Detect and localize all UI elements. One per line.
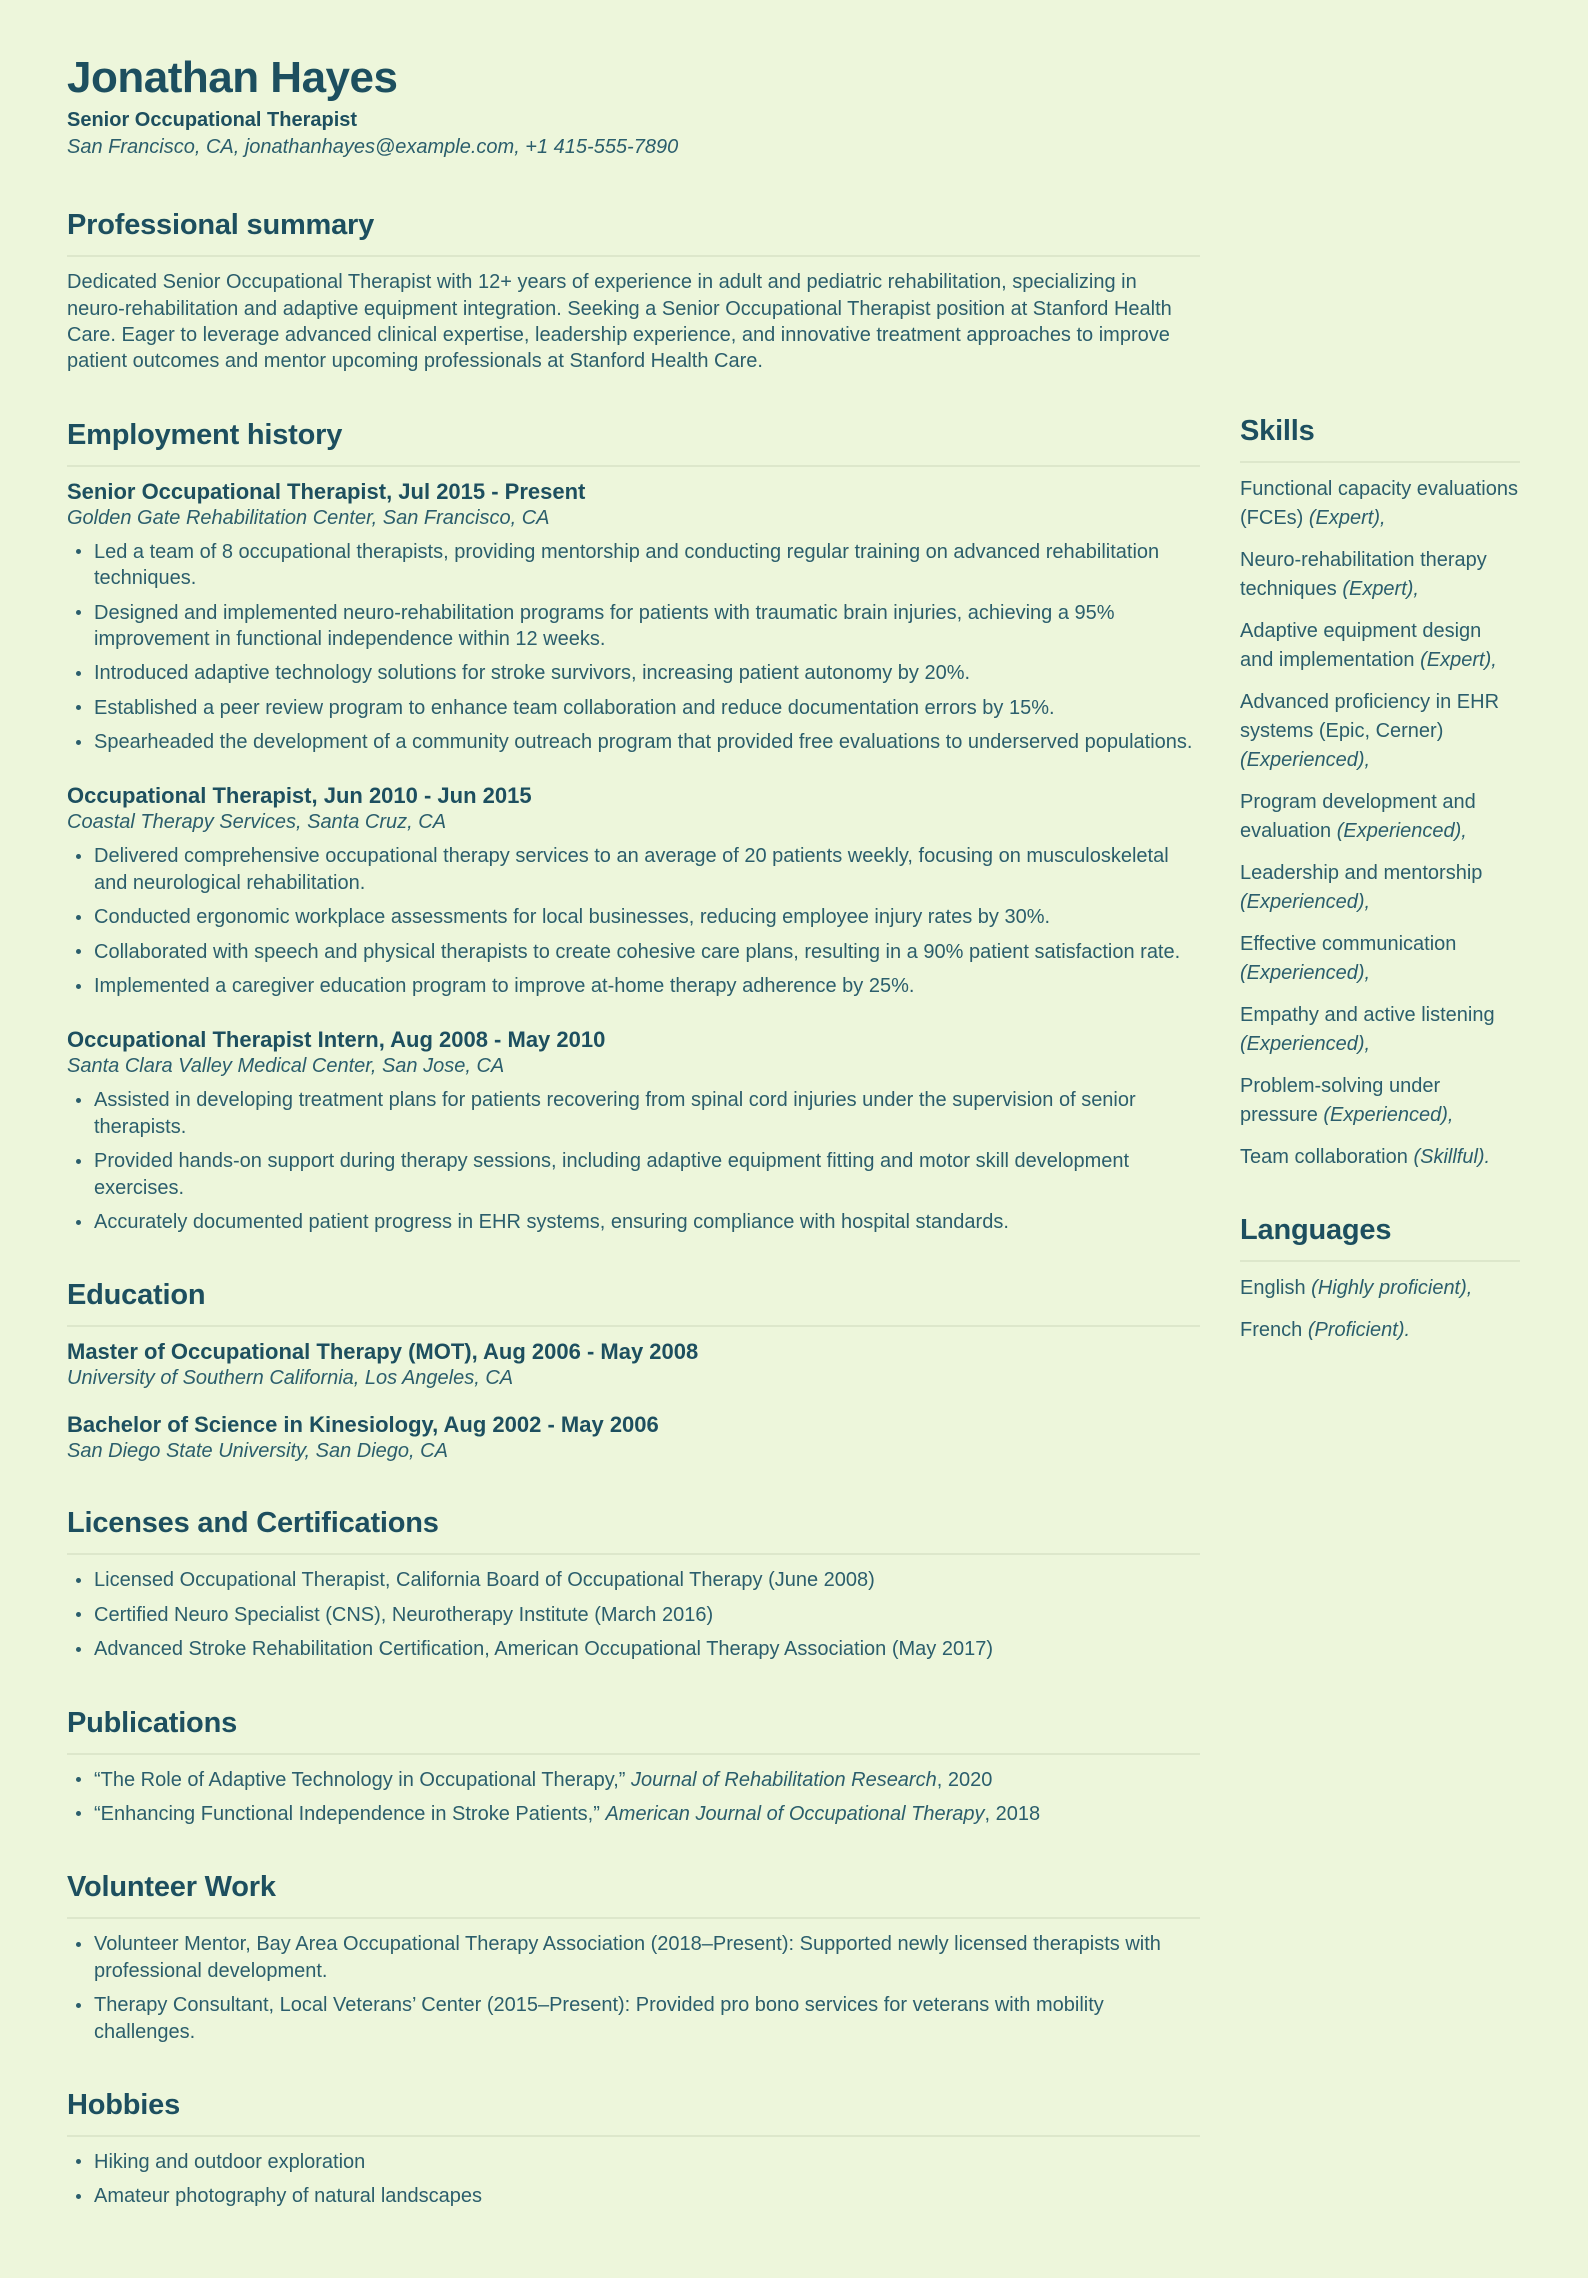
volunteer-list [67, 1931, 1200, 2045]
publication-year: , 2018 [984, 1802, 1041, 1825]
skill-level: (Expert), [1308, 507, 1386, 529]
publication-item [67, 1801, 1200, 1827]
job-entry [67, 1027, 1200, 1235]
skill-item [1240, 475, 1520, 533]
job-title: Senior Occupational Therapist, Jul 2015 - Present [67, 478, 586, 504]
hobbies-list [67, 2149, 1200, 2210]
skill-item [1240, 1001, 1520, 1059]
candidate-title: Senior Occupational Therapist [67, 109, 358, 132]
bullet-item: Led a team of 8 occupational therapists, providing mentorship and conducting regular training on advanced rehabilitation techniques. [67, 539, 1200, 592]
job-bullet-list [67, 1087, 1200, 1235]
language-level: (Highly proficient), [1311, 1277, 1473, 1299]
job-entry [67, 479, 1200, 756]
skill-level: (Experienced), [1240, 749, 1371, 771]
degree-title: Master of Occupational Therapy (MOT), Aug 2006 - May 2008 [67, 1339, 699, 1365]
publications-list [67, 1767, 1200, 1828]
publication-title: “Enhancing Functional Independence in Stroke Patients,” [94, 1802, 606, 1825]
bullet-item: Accurately documented patient progress in EHR systems, ensuring compliance with hospital standards. [67, 1209, 1200, 1235]
publication-journal: Journal of Rehabilitation Research [630, 1768, 937, 1791]
sidebar-column [1240, 55, 1520, 2218]
language-item [1240, 1316, 1520, 1345]
skill-name: Empathy and active listening [1240, 1004, 1495, 1026]
skill-item [1240, 859, 1520, 917]
skill-item [1240, 688, 1520, 775]
license-item: Advanced Stroke Rehabilitation Certification, American Occupational Therapy Association (May 2017) [67, 1636, 1200, 1662]
licenses-list [67, 1567, 1200, 1662]
bullet-item: Conducted ergonomic workplace assessments for local businesses, reducing employee injury rates by 30%. [67, 904, 1200, 930]
skill-item [1240, 1143, 1520, 1172]
job-entry [67, 783, 1200, 999]
skill-name: Adaptive equipment design and implementation [1240, 620, 1482, 671]
license-item: Certified Neuro Specialist (CNS), Neurotherapy Institute (March 2016) [67, 1602, 1200, 1628]
job-company: Santa Clara Valley Medical Center, San Jose, CA [67, 1055, 505, 1078]
bullet-item: Introduced adaptive technology solutions for stroke survivors, increasing patient autonomy by 20%. [67, 660, 1200, 686]
main-column [67, 55, 1200, 2218]
skill-name: Leadership and mentorship [1240, 862, 1483, 884]
skill-name: Functional capacity evaluations (FCEs) [1240, 478, 1518, 529]
language-item [1240, 1274, 1520, 1303]
language-level: (Proficient). [1307, 1319, 1411, 1341]
section-heading-hobbies: Hobbies [67, 2089, 1200, 2137]
skill-level: (Expert), [1420, 649, 1497, 671]
volunteer-item: Therapy Consultant, Local Veterans’ Center (2015–Present): Provided pro bono services for veterans with mobility challenges. [67, 1992, 1200, 2045]
skill-item [1240, 546, 1520, 604]
language-name: English [1240, 1277, 1306, 1299]
skill-name: Advanced proficiency in EHR systems (Epic, Cerner) [1240, 691, 1500, 742]
bullet-item: Implemented a caregiver education program to improve at-home therapy adherence by 25%. [67, 973, 1200, 999]
section-heading-employment: Employment history [67, 419, 1200, 467]
job-bullet-list [67, 843, 1200, 999]
skill-level: (Expert), [1342, 578, 1419, 600]
section-heading-volunteer: Volunteer Work [67, 1871, 1200, 1919]
skill-name: Effective communication [1240, 933, 1457, 955]
skill-name: Problem-solving under pressure [1240, 1075, 1441, 1126]
job-company: Coastal Therapy Services, Santa Cruz, CA [67, 811, 447, 834]
degree-school: University of Southern California, Los Angeles, CA [67, 1367, 514, 1390]
language-name: French [1240, 1319, 1303, 1341]
publication-title: “The Role of Adaptive Technology in Occupational Therapy,” [94, 1768, 631, 1791]
bullet-item: Provided hands-on support during therapy sessions, including adaptive equipment fitting and motor skill development exercises. [67, 1148, 1200, 1201]
section-heading-education: Education [67, 1279, 1200, 1327]
skill-level: (Skillful). [1413, 1146, 1491, 1168]
degree-entry [67, 1412, 1200, 1463]
degree-title: Bachelor of Science in Kinesiology, Aug 2002 - May 2006 [67, 1412, 659, 1438]
publication-year: , 2020 [936, 1768, 993, 1791]
job-bullet-list [67, 539, 1200, 756]
bullet-item: Delivered comprehensive occupational therapy services to an average of 20 patients weekly, focusing on musculoskeletal and neurological rehabilitation. [67, 843, 1200, 896]
section-heading-publications: Publications [67, 1707, 1200, 1755]
bullet-item: Established a peer review program to enhance team collaboration and reduce documentation errors by 15%. [67, 695, 1200, 721]
bullet-item: Assisted in developing treatment plans for patients recovering from spinal cord injuries under the supervision of senior therapists. [67, 1087, 1200, 1140]
skill-name: Team collaboration [1240, 1146, 1408, 1168]
job-title: Occupational Therapist, Jun 2010 - Jun 2015 [67, 783, 532, 809]
hobby-item: Hiking and outdoor exploration [67, 2149, 1200, 2175]
candidate-name: Jonathan Hayes [67, 53, 398, 102]
section-heading-skills: Skills [1240, 415, 1520, 463]
skill-item [1240, 1072, 1520, 1130]
license-item: Licensed Occupational Therapist, California Board of Occupational Therapy (June 2008) [67, 1567, 1200, 1593]
job-title: Occupational Therapist Intern, Aug 2008 - May 2010 [67, 1027, 606, 1053]
publication-item [67, 1767, 1200, 1793]
section-heading-summary: Professional summary [67, 209, 1200, 257]
section-heading-licenses: Licenses and Certifications [67, 1507, 1200, 1555]
skill-level: (Experienced), [1323, 1104, 1454, 1126]
section-heading-languages: Languages [1240, 1214, 1520, 1262]
publication-journal: American Journal of Occupational Therapy [605, 1802, 985, 1825]
bullet-item: Spearheaded the development of a community outreach program that provided free evaluations to underserved populations. [67, 729, 1200, 755]
degree-entry [67, 1339, 1200, 1390]
summary-text: Dedicated Senior Occupational Therapist with 12+ years of experience in adult and pediatric rehabilitation, specializing in neuro-rehabilitation and adaptive equipment integration. Seeking a Senior Occupational Therapist position at Stanford Health Care. Eager to leverage advanced clinical expertise, leadership experience, and innovative treatment approaches to improve patient outcomes and mentor upcoming professionals at Stanford Health Care. [67, 271, 1172, 373]
skill-item [1240, 788, 1520, 846]
contact-info: San Francisco, CA, jonathanhayes@example.com, +1 415-555-7890 [67, 136, 679, 159]
volunteer-item: Volunteer Mentor, Bay Area Occupational Therapy Association (2018–Present): Supported newly licensed therapists with professional development. [67, 1931, 1200, 1984]
skill-level: (Experienced), [1240, 1033, 1371, 1055]
skill-level: (Experienced), [1240, 891, 1371, 913]
skill-name: Program development and evaluation [1240, 791, 1476, 842]
bullet-item: Designed and implemented neuro-rehabilitation programs for patients with traumatic brain injuries, achieving a 95% improvement in functional independence within 12 weeks. [67, 600, 1200, 653]
degree-school: San Diego State University, San Diego, CA [67, 1440, 448, 1463]
skill-name: Neuro-rehabilitation therapy techniques [1240, 549, 1487, 600]
skill-level: (Experienced), [1336, 820, 1467, 842]
hobby-item: Amateur photography of natural landscapes [67, 2183, 1200, 2209]
skill-level: (Experienced), [1240, 962, 1371, 984]
job-company: Golden Gate Rehabilitation Center, San Francisco, CA [67, 506, 550, 529]
skill-item [1240, 617, 1520, 675]
bullet-item: Collaborated with speech and physical therapists to create cohesive care plans, resulting in a 90% patient satisfaction rate. [67, 939, 1200, 965]
skill-item [1240, 930, 1520, 988]
